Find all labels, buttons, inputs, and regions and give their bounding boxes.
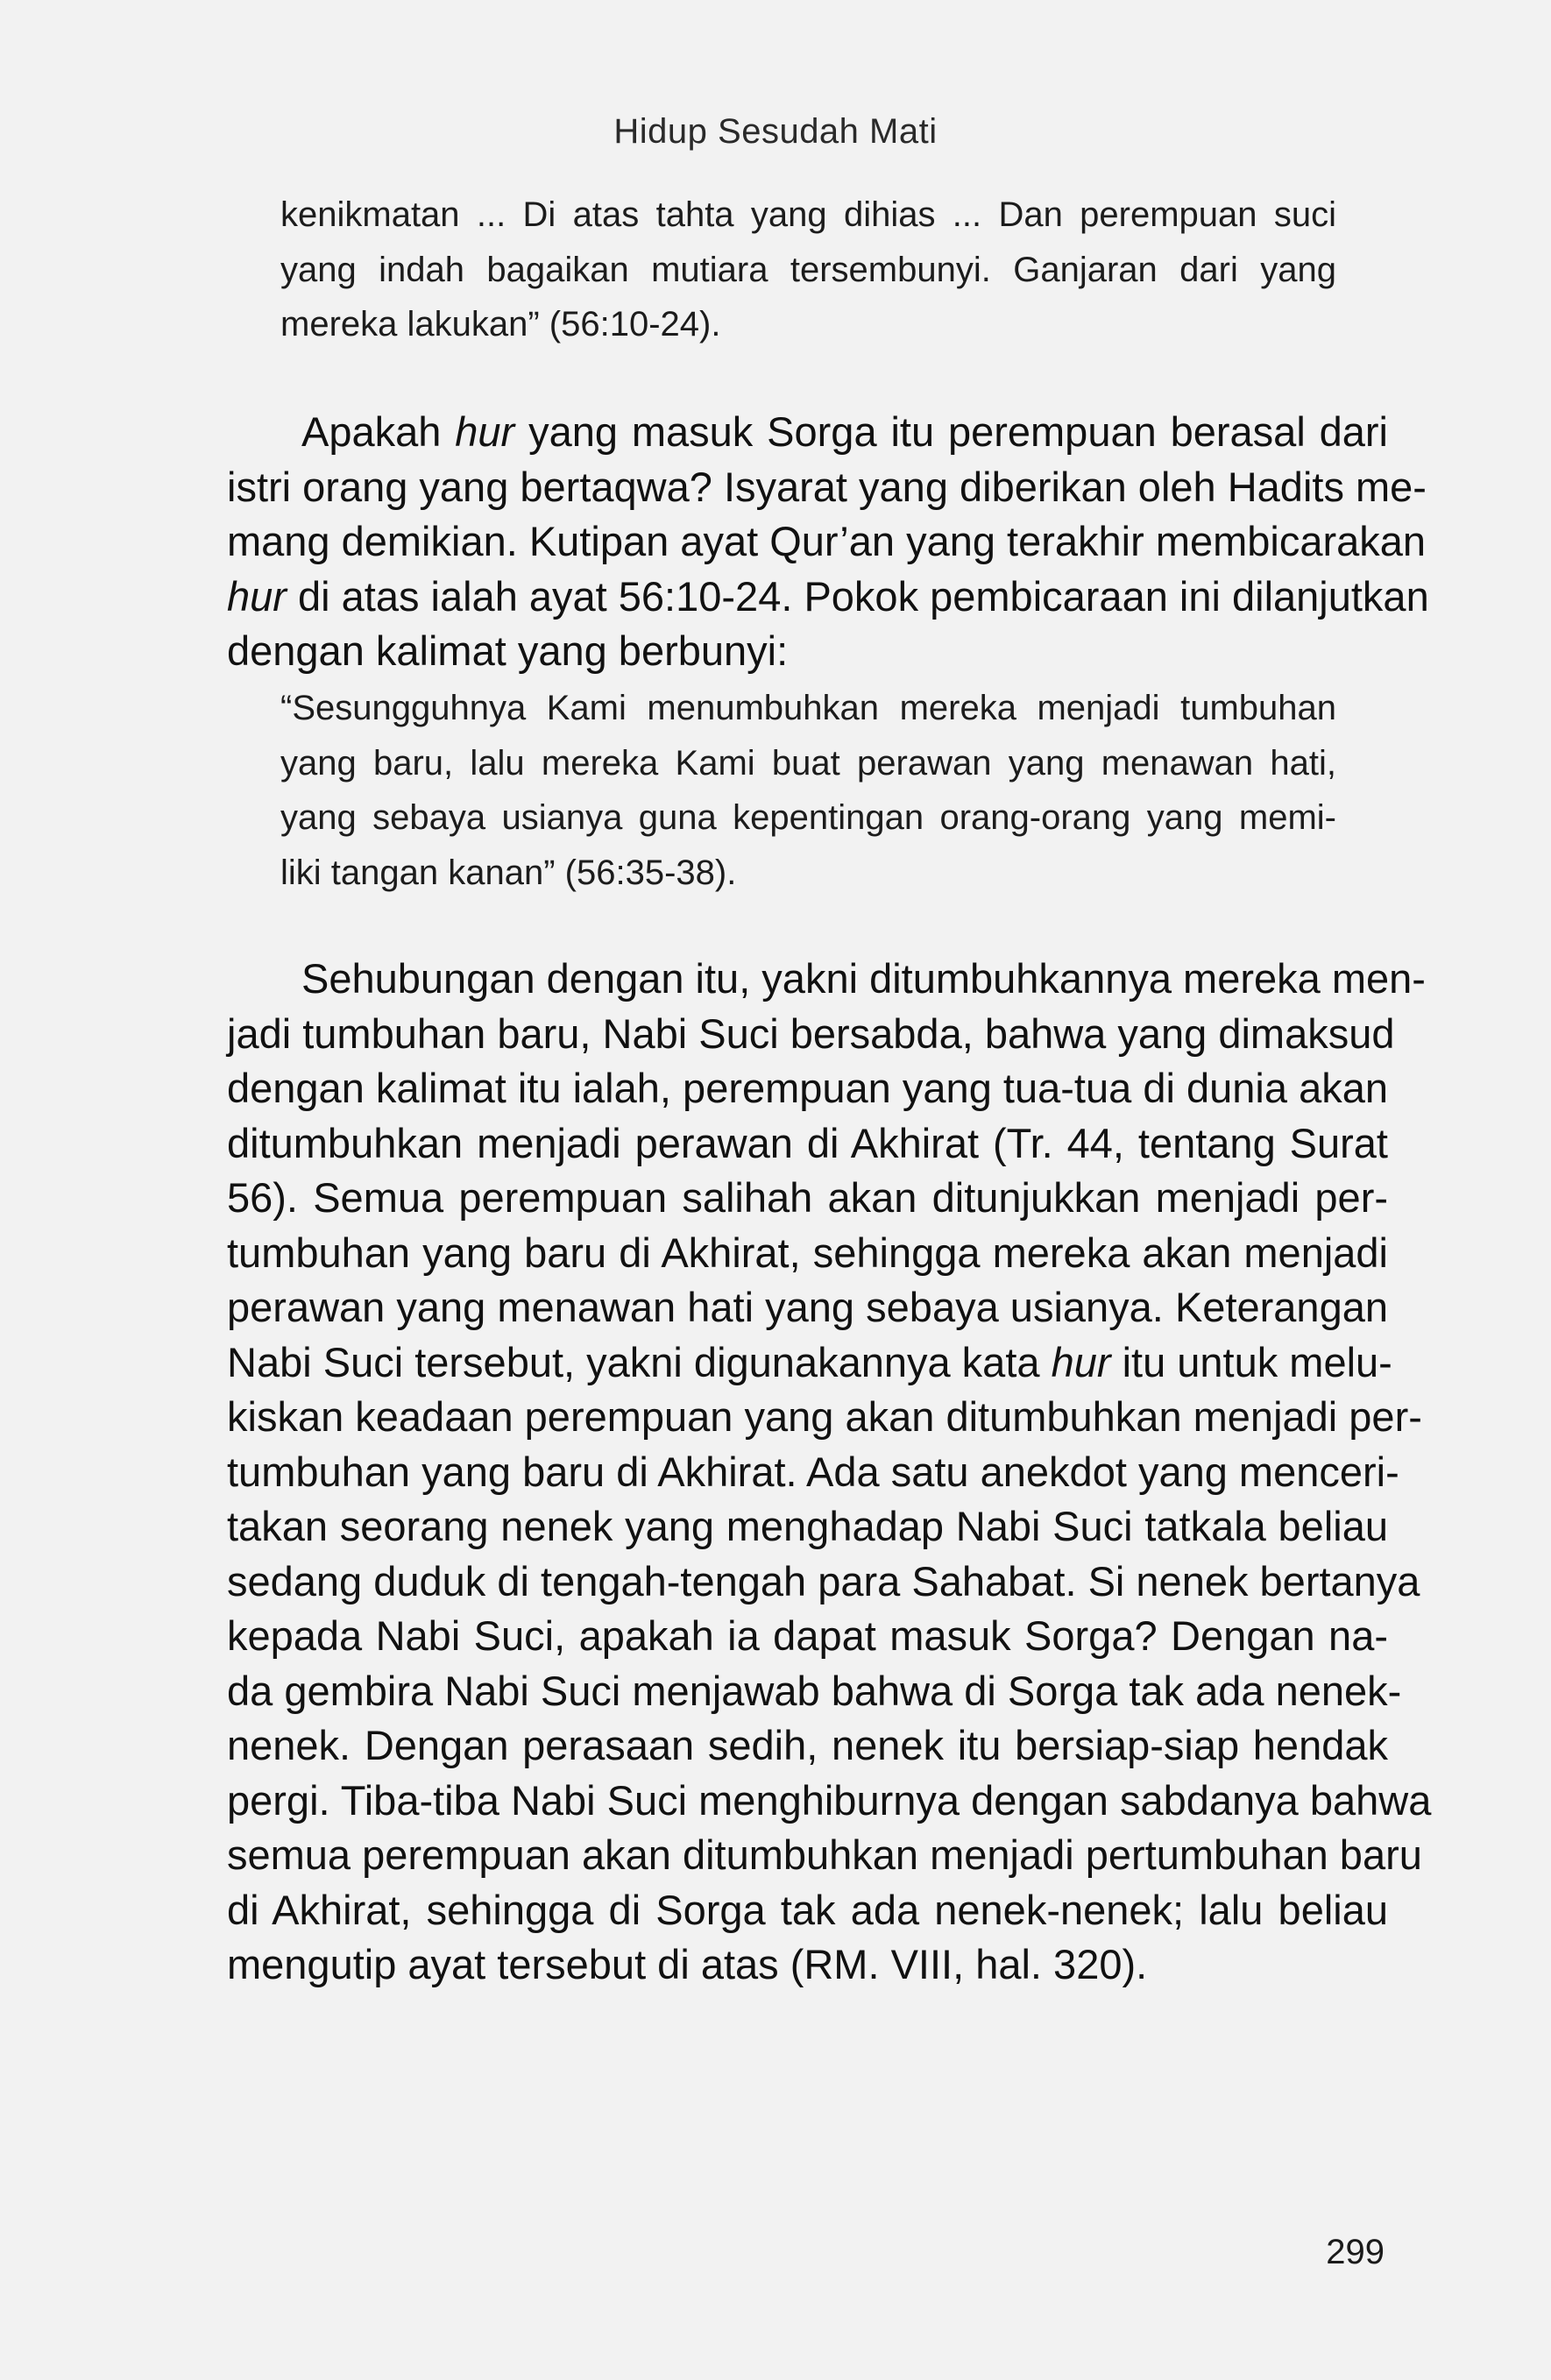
text-span: Apakah: [301, 408, 456, 455]
text-span: yang masuk Sorga itu perempuan berasal dari: [514, 408, 1389, 455]
paragraph-line: istri orang yang bertaqwa? Isyarat yang diberikan oleh Hadits me-: [227, 463, 1427, 510]
paragraph-line: Sehubungan dengan itu, yakni ditumbuhkannya mereka men-: [301, 955, 1426, 1002]
quote-line: yang baru, lalu mereka Kami buat perawan yang menawan hati,: [280, 743, 1336, 783]
paragraph-line: dengan kalimat yang berbunyi:: [227, 627, 789, 674]
italic-term: hur: [455, 408, 515, 455]
quote-line: yang indah bagaikan mutiara tersembunyi. Ganjaran dari yang: [280, 250, 1336, 289]
running-header: Hidup Sesudah Mati: [613, 112, 938, 151]
paragraph-line: di Akhirat, sehingga di Sorga tak ada nenek-nenek; lalu beliau: [227, 1886, 1388, 1933]
paragraph-line: kepada Nabi Suci, apakah ia dapat masuk Sorga? Dengan na-: [227, 1612, 1388, 1659]
quote-line: “Sesungguhnya Kami menumbuhkan mereka menjadi tumbuhan: [280, 689, 1336, 727]
italic-term: hur: [1051, 1338, 1111, 1385]
paragraph-line: jadi tumbuhan baru, Nabi Suci bersabda, bahwa yang dimaksud: [227, 1009, 1395, 1057]
paragraph-line: da gembira Nabi Suci menjawab bahwa di Sorga tak ada nenek-: [227, 1667, 1402, 1714]
paragraph-line: nenek. Dengan perasaan sedih, nenek itu bersiap-siap hendak: [227, 1722, 1388, 1768]
paragraph-line: perawan yang menawan hati yang sebaya usianya. Keterangan: [227, 1284, 1388, 1330]
paragraph-line: [227, 405, 1388, 460]
paragraph-line: ditumbuhkan menjadi perawan di Akhirat (Tr. 44, tentang Surat: [227, 1119, 1388, 1166]
paragraph-line: tumbuhan yang baru di Akhirat, sehingga mereka akan menjadi: [227, 1229, 1388, 1276]
paragraph-line: mengutip ayat tersebut di atas (RM. VIII, hal. 320).: [227, 1941, 1148, 1987]
quote-line: kenikmatan ... Di atas tahta yang dihias ... Dan perempuan suci: [280, 195, 1336, 234]
paragraph-line: mang demikian. Kutipan ayat Qur’an yang terakhir membicarakan: [227, 518, 1427, 564]
paragraph-line: [227, 1335, 1392, 1391]
paragraph-line: dengan kalimat itu ialah, perempuan yang tua-tua di dunia akan: [227, 1065, 1388, 1111]
italic-term: hur: [227, 572, 287, 620]
paragraph-line: 56). Semua perempuan salihah akan ditunjukkan menjadi per-: [227, 1174, 1388, 1221]
paragraph-line: [227, 570, 1429, 625]
paragraph-1: [227, 405, 1429, 679]
paragraph-line: sedang duduk di tengah-tengah para Sahabat. Si nenek bertanya: [227, 1557, 1420, 1604]
paragraph-2: [227, 952, 1432, 1993]
text-span: itu untuk melu-: [1110, 1338, 1392, 1385]
text-span: di atas ialah ayat 56:10-24. Pokok pembicaraan ini dilanjutkan: [286, 572, 1429, 620]
quote-line: liki tangan kanan” (56:35-38).: [280, 853, 737, 892]
text-span: Nabi Suci tersebut, yakni digunakannya kata: [227, 1338, 1052, 1385]
quote-line: mereka lakukan” (56:10-24).: [280, 305, 721, 344]
paragraph-line: takan seorang nenek yang menghadap Nabi Suci tatkala beliau: [227, 1503, 1388, 1549]
page-number: 299: [1326, 2233, 1385, 2271]
paragraph-line: pergi. Tiba-tiba Nabi Suci menghiburnya dengan sabdanya bahwa: [227, 1776, 1432, 1824]
block-quote-top: [280, 188, 1336, 352]
block-quote-middle: [280, 681, 1336, 900]
quote-line: yang sebaya usianya guna kepentingan orang-orang yang memi-: [280, 798, 1336, 837]
paragraph-line: semua perempuan akan ditumbuhkan menjadi pertumbuhan baru: [227, 1831, 1422, 1878]
paragraph-line: kiskan keadaan perempuan yang akan ditumbuhkan menjadi per-: [227, 1393, 1422, 1440]
paragraph-line: tumbuhan yang baru di Akhirat. Ada satu anekdot yang menceri-: [227, 1448, 1399, 1495]
